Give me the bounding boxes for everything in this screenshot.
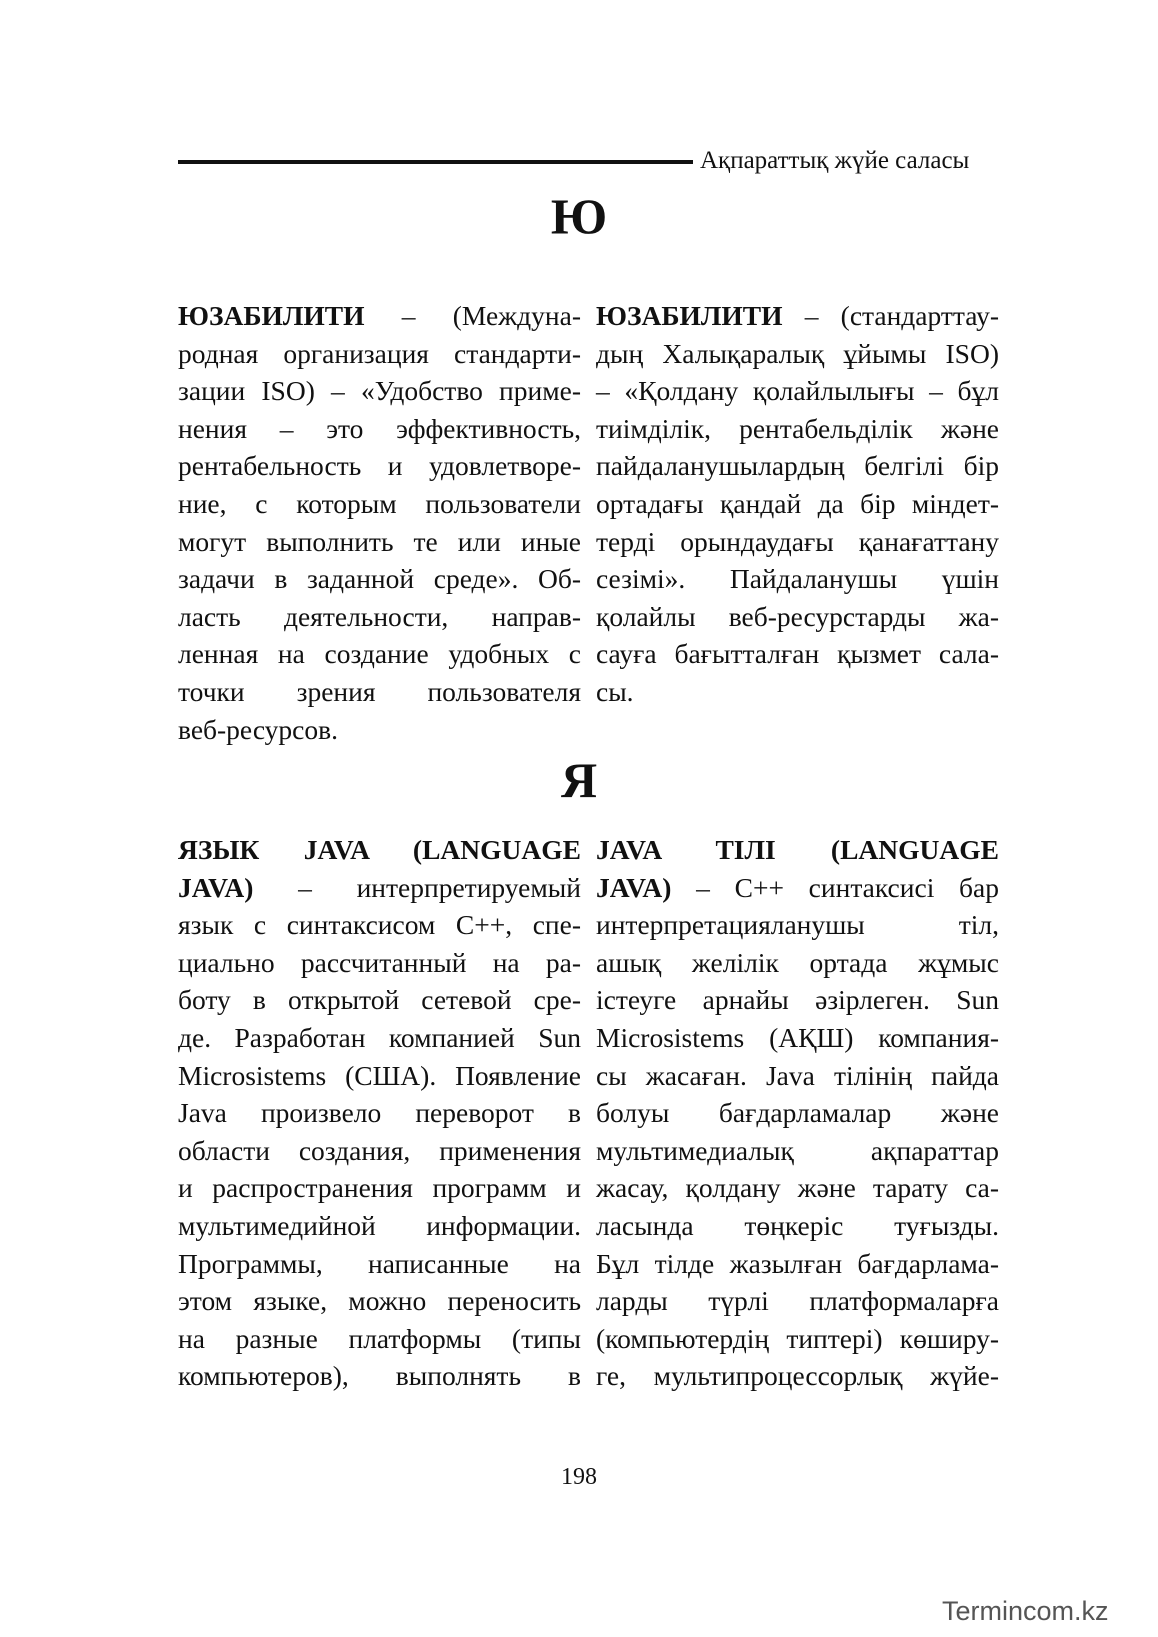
entry-line: зации ISO) – «Удобство приме- xyxy=(178,375,581,407)
entry-line xyxy=(178,831,581,869)
entry-line: сауға бағытталған қызмет сала- xyxy=(596,638,999,670)
watermark-text: Termincom.kz xyxy=(942,1596,1109,1626)
entry-line-rest: – C++ синтаксисі бар xyxy=(671,871,999,903)
entry-line xyxy=(596,869,999,907)
entry-usability-kk xyxy=(596,297,999,711)
entry-java-ru xyxy=(178,831,581,1395)
entry-line: язык с синтаксисом C++, спе- xyxy=(178,909,581,941)
entry-line: сы жасаған. Java тілінің пайда xyxy=(596,1059,999,1091)
entry-java-kk xyxy=(596,831,999,1395)
page-number: 198 xyxy=(561,1464,597,1490)
entry-term: ЮЗАБИЛИТИ xyxy=(596,300,783,331)
entry-line: ленная на создание удобных с xyxy=(178,638,581,670)
entry-line: циально рассчитанный на ра- xyxy=(178,946,581,978)
entry-line: и распространения программ и xyxy=(178,1172,581,1204)
entry-line: компьютеров), выполнять в xyxy=(178,1360,581,1392)
entry-line: на разные платформы (типы xyxy=(178,1322,581,1354)
entry-line: терді орындаудағы қанағаттану xyxy=(596,525,999,557)
entry-line: мультимедиалық ақпараттар xyxy=(596,1134,999,1166)
entry-line: родная организация стандарти- xyxy=(178,337,581,369)
entry-line: Бұл тілде жазылған бағдарлама- xyxy=(596,1247,999,1279)
entry-term-part: ЯЗЫК JAVA (LANGUAGE xyxy=(178,834,581,865)
entry-line: сы. xyxy=(596,675,634,707)
entry-line: задачи в заданной среде». Об- xyxy=(178,563,581,595)
entry-line xyxy=(596,831,999,869)
entry-line: боту в открытой сетевой сре- xyxy=(178,984,581,1016)
entry-line: – «Қолдану қолайлылығы – бұл xyxy=(596,375,999,407)
entry-line: Microsistems (США). Появление xyxy=(178,1059,581,1091)
site-watermark xyxy=(942,1595,1142,1629)
entry-line: могут выполнить те или иные xyxy=(178,525,581,557)
entry-line: ласть деятельности, направ- xyxy=(178,600,581,632)
running-header: Ақпараттық жүйе саласы xyxy=(700,147,970,174)
entry-line-rest: – интерпретируемый xyxy=(253,871,581,903)
entry-line xyxy=(178,869,581,907)
entry-line: веб-ресурсов. xyxy=(178,713,338,745)
entry-line: Microsistems (АҚШ) компания- xyxy=(596,1021,999,1053)
entry-line: ларды түрлі платформаларға xyxy=(596,1285,999,1317)
entry-line: ашық желілік ортада жұмыс xyxy=(596,946,999,978)
entry-line: Java произвело переворот в xyxy=(178,1097,581,1129)
entry-line: ласында төңкеріс туғызды. xyxy=(596,1209,999,1241)
entry-line: пайдаланушылардың белгілі бір xyxy=(596,450,999,482)
entry-term-part: JAVA) xyxy=(596,871,672,903)
entry-line: нения – это эффективность, xyxy=(178,412,581,444)
entry-line: тиімділік, рентабельділік және xyxy=(596,412,999,444)
entry-line: точки зрения пользователя xyxy=(178,675,581,707)
entry-line: этом языке, можно переносить xyxy=(178,1285,581,1317)
entry-line: ортадағы қандай да бір міндет- xyxy=(596,487,999,519)
entry-line: сезімі». Пайдаланушы үшін xyxy=(596,563,999,595)
entry-term: ЮЗАБИЛИТИ xyxy=(178,300,365,331)
entry-line xyxy=(596,297,999,335)
entry-line: ние, с которым пользователи xyxy=(178,487,581,519)
entry-line: істеуге арнайы әзірлеген. Sun xyxy=(596,984,999,1016)
entry-line: мультимедийной информации. xyxy=(178,1209,581,1241)
entry-line: (компьютердің типтері) көширу- xyxy=(596,1322,999,1354)
entry-line: интерпретацияланушы тіл, xyxy=(596,909,999,941)
entry-line: болуы бағдарламалар және xyxy=(596,1097,999,1129)
section-letter-yu: Ю xyxy=(550,188,608,244)
entry-line: рентабельность и удовлетворе- xyxy=(178,450,581,482)
entry-line: дың Халықаралық ұйымы ISO) xyxy=(596,337,999,369)
entry-usability-ru xyxy=(178,297,581,748)
entry-line: де. Разработан компанией Sun xyxy=(178,1021,581,1053)
entry-term-part: JAVA TIЛI (LANGUAGE xyxy=(596,834,999,865)
header-rule xyxy=(178,160,693,164)
entry-line: ге, мультипроцессорлық жүйе- xyxy=(596,1360,999,1392)
entry-line: қолайлы веб-ресурстарды жа- xyxy=(596,600,999,632)
entry-line: области создания, применения xyxy=(178,1134,581,1166)
entry-line xyxy=(178,297,581,335)
entry-term-part: JAVA) xyxy=(178,871,254,903)
entry-line: жасау, қолдану және тарату са- xyxy=(596,1172,999,1204)
entry-line: Программы, написанные на xyxy=(178,1247,581,1279)
section-letter-ya: Я xyxy=(560,752,598,808)
entry-line-rest: – (Междуна- xyxy=(364,300,581,331)
entry-line-rest: – (стандарттау- xyxy=(782,300,999,331)
